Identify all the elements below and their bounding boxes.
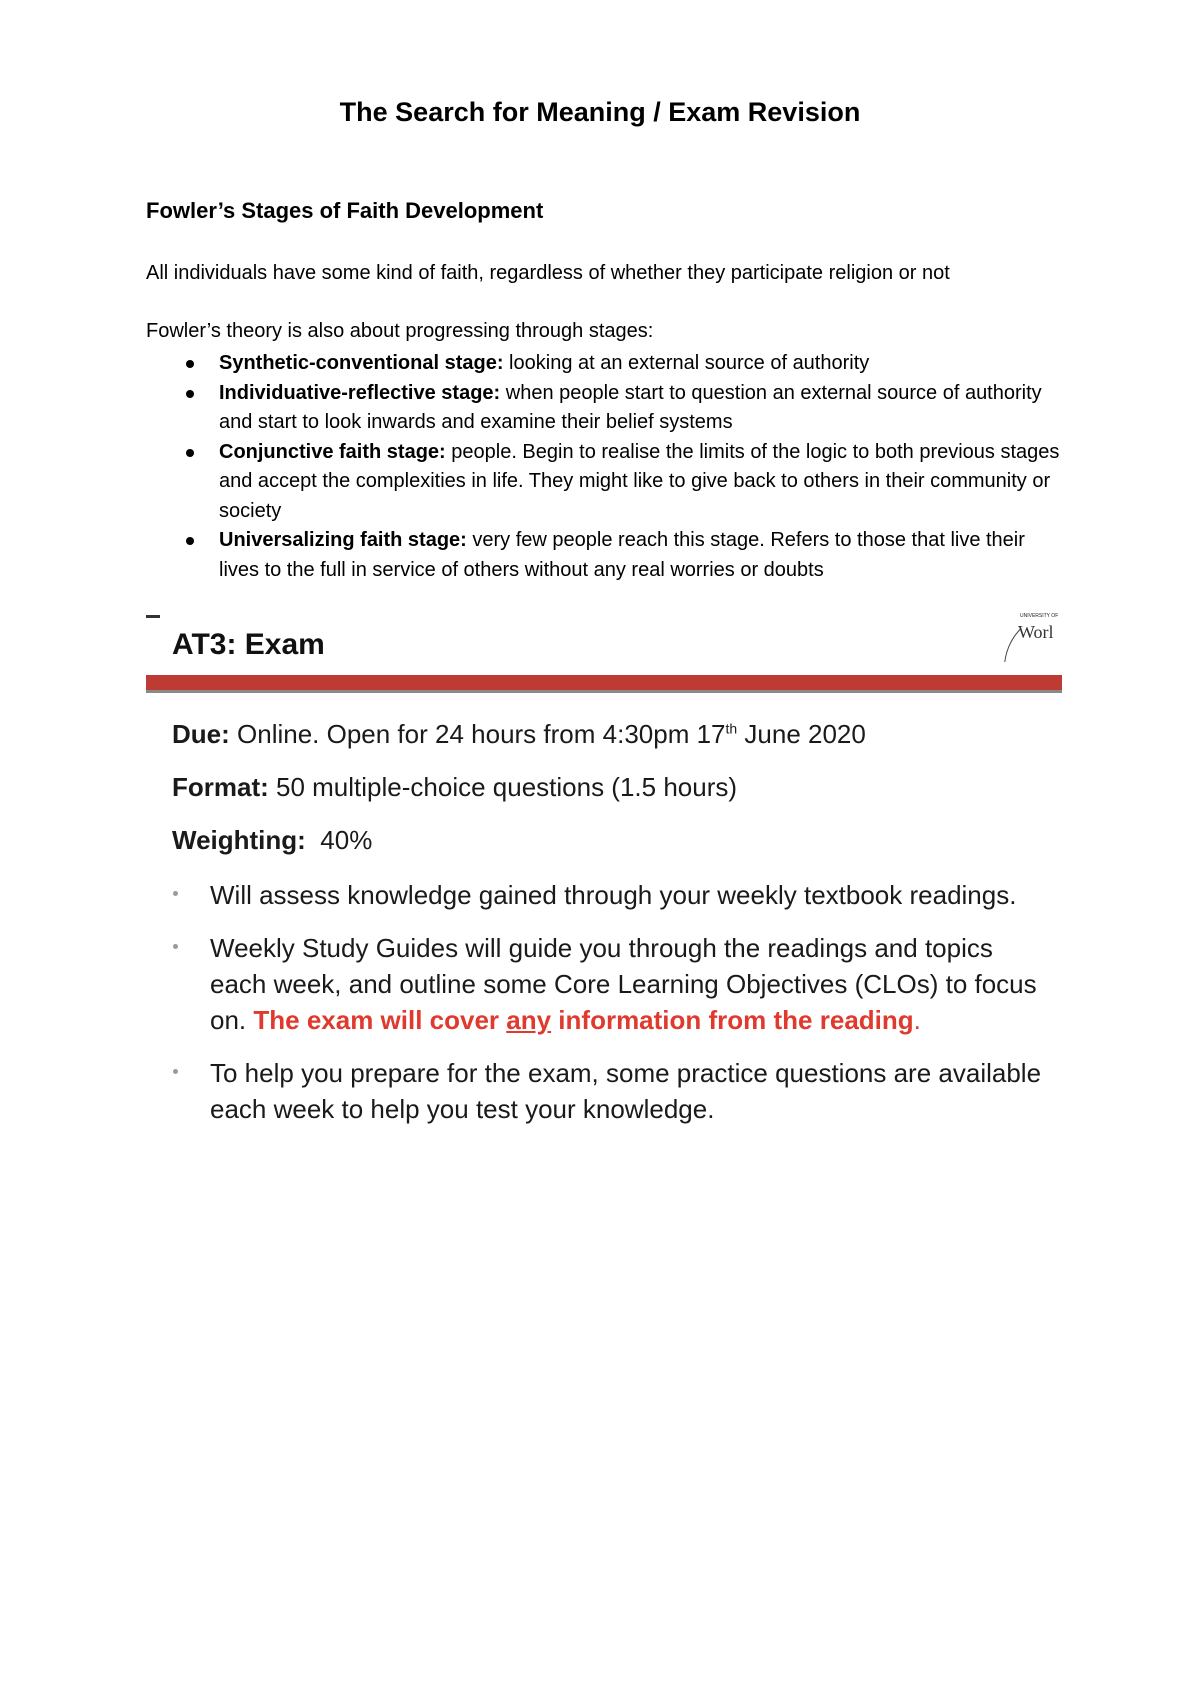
slide-bullet-text: Will assess knowledge gained through your weekly textbook readings.: [210, 880, 1017, 910]
stage-item: [146, 526, 1066, 585]
bullet-icon: [186, 449, 194, 457]
weighting-text: 40%: [305, 825, 373, 855]
due-text-end: June 2020: [737, 719, 866, 749]
highlight-period: .: [913, 1005, 921, 1035]
due-superscript: th: [725, 720, 738, 737]
stage-description: looking at an external source of authority: [503, 352, 870, 374]
logo-word: Worl: [1018, 622, 1054, 642]
stage-description: very few people reach this stage. Refers to those that live their lives to the full in service of others without any real worries or doubts: [219, 529, 1025, 581]
logo-small-text: UNIVERSITY OF: [1020, 613, 1059, 619]
theory-intro: Fowler’s theory is also about progressing through stages:: [146, 320, 654, 342]
slide-header-band: [146, 675, 1062, 693]
slide-bullet-item: [172, 877, 1042, 913]
bullet-icon: [186, 537, 194, 545]
stage-term: Conjunctive faith stage:: [219, 440, 446, 463]
document-title: The Search for Meaning / Exam Revision: [339, 97, 861, 127]
bullet-icon: [186, 390, 194, 398]
stages-list: [146, 349, 1066, 585]
format-text: 50 multiple-choice questions (1.5 hours): [268, 772, 738, 802]
stage-item: [146, 379, 1066, 438]
weighting-label: Weighting:: [172, 825, 306, 855]
slide-content: [172, 718, 1042, 1144]
slide-bullet-text: To help you prepare for the exam, some practice questions are available each week to help you test your knowledge.: [210, 1058, 1042, 1124]
slide-title: AT3: Exam: [172, 628, 325, 661]
slide-bullet-item: [172, 930, 1042, 1038]
due-label: Due:: [172, 719, 230, 749]
stage-term: Synthetic-conventional stage:: [219, 352, 504, 374]
stage-item: [146, 349, 1066, 379]
section-heading: Fowler’s Stages of Faith Development: [146, 198, 544, 223]
due-line: [172, 718, 1042, 750]
slide-corner-mark: [146, 615, 160, 618]
bullet-icon: [186, 360, 194, 368]
highlight-text-end: information from the reading: [551, 1005, 914, 1035]
slide-bullet-item: [172, 1055, 1042, 1127]
slide-bullet-text: Weekly Study Guides will guide you through the readings and topics each week, and outline some Core Learning Objectives (CLOs) to focus on.: [210, 933, 1037, 1035]
stage-term: Individuative-reflective stage:: [219, 381, 501, 404]
weighting-line: [172, 824, 1042, 856]
bullet-icon: [173, 944, 178, 949]
slide-bullet-list: [172, 877, 1042, 1127]
stage-term: Universalizing faith stage:: [219, 529, 467, 551]
stage-description: when people start to question an external source of authority and start to look inwards and examine their belief systems: [219, 381, 1042, 433]
format-line: [172, 771, 1042, 803]
university-logo: [998, 608, 1062, 662]
bullet-icon: [173, 891, 178, 896]
highlight-text: The exam will cover: [253, 1005, 507, 1035]
intro-paragraph: All individuals have some kind of faith, regardless of whether they participate religion or not: [146, 262, 950, 284]
due-text: Online. Open for 24 hours from 4:30pm 17: [229, 719, 726, 749]
slide-image: [146, 608, 1062, 1183]
stage-item: [146, 438, 1066, 527]
bullet-icon: [173, 1069, 178, 1074]
format-label: Format:: [172, 772, 269, 802]
stage-description: people. Begin to realise the limits of the logic to both previous stages and accept the complexities in life. They might like to give back to others in their community or society: [219, 440, 1060, 522]
highlight-underlined-text: any: [506, 1005, 552, 1035]
